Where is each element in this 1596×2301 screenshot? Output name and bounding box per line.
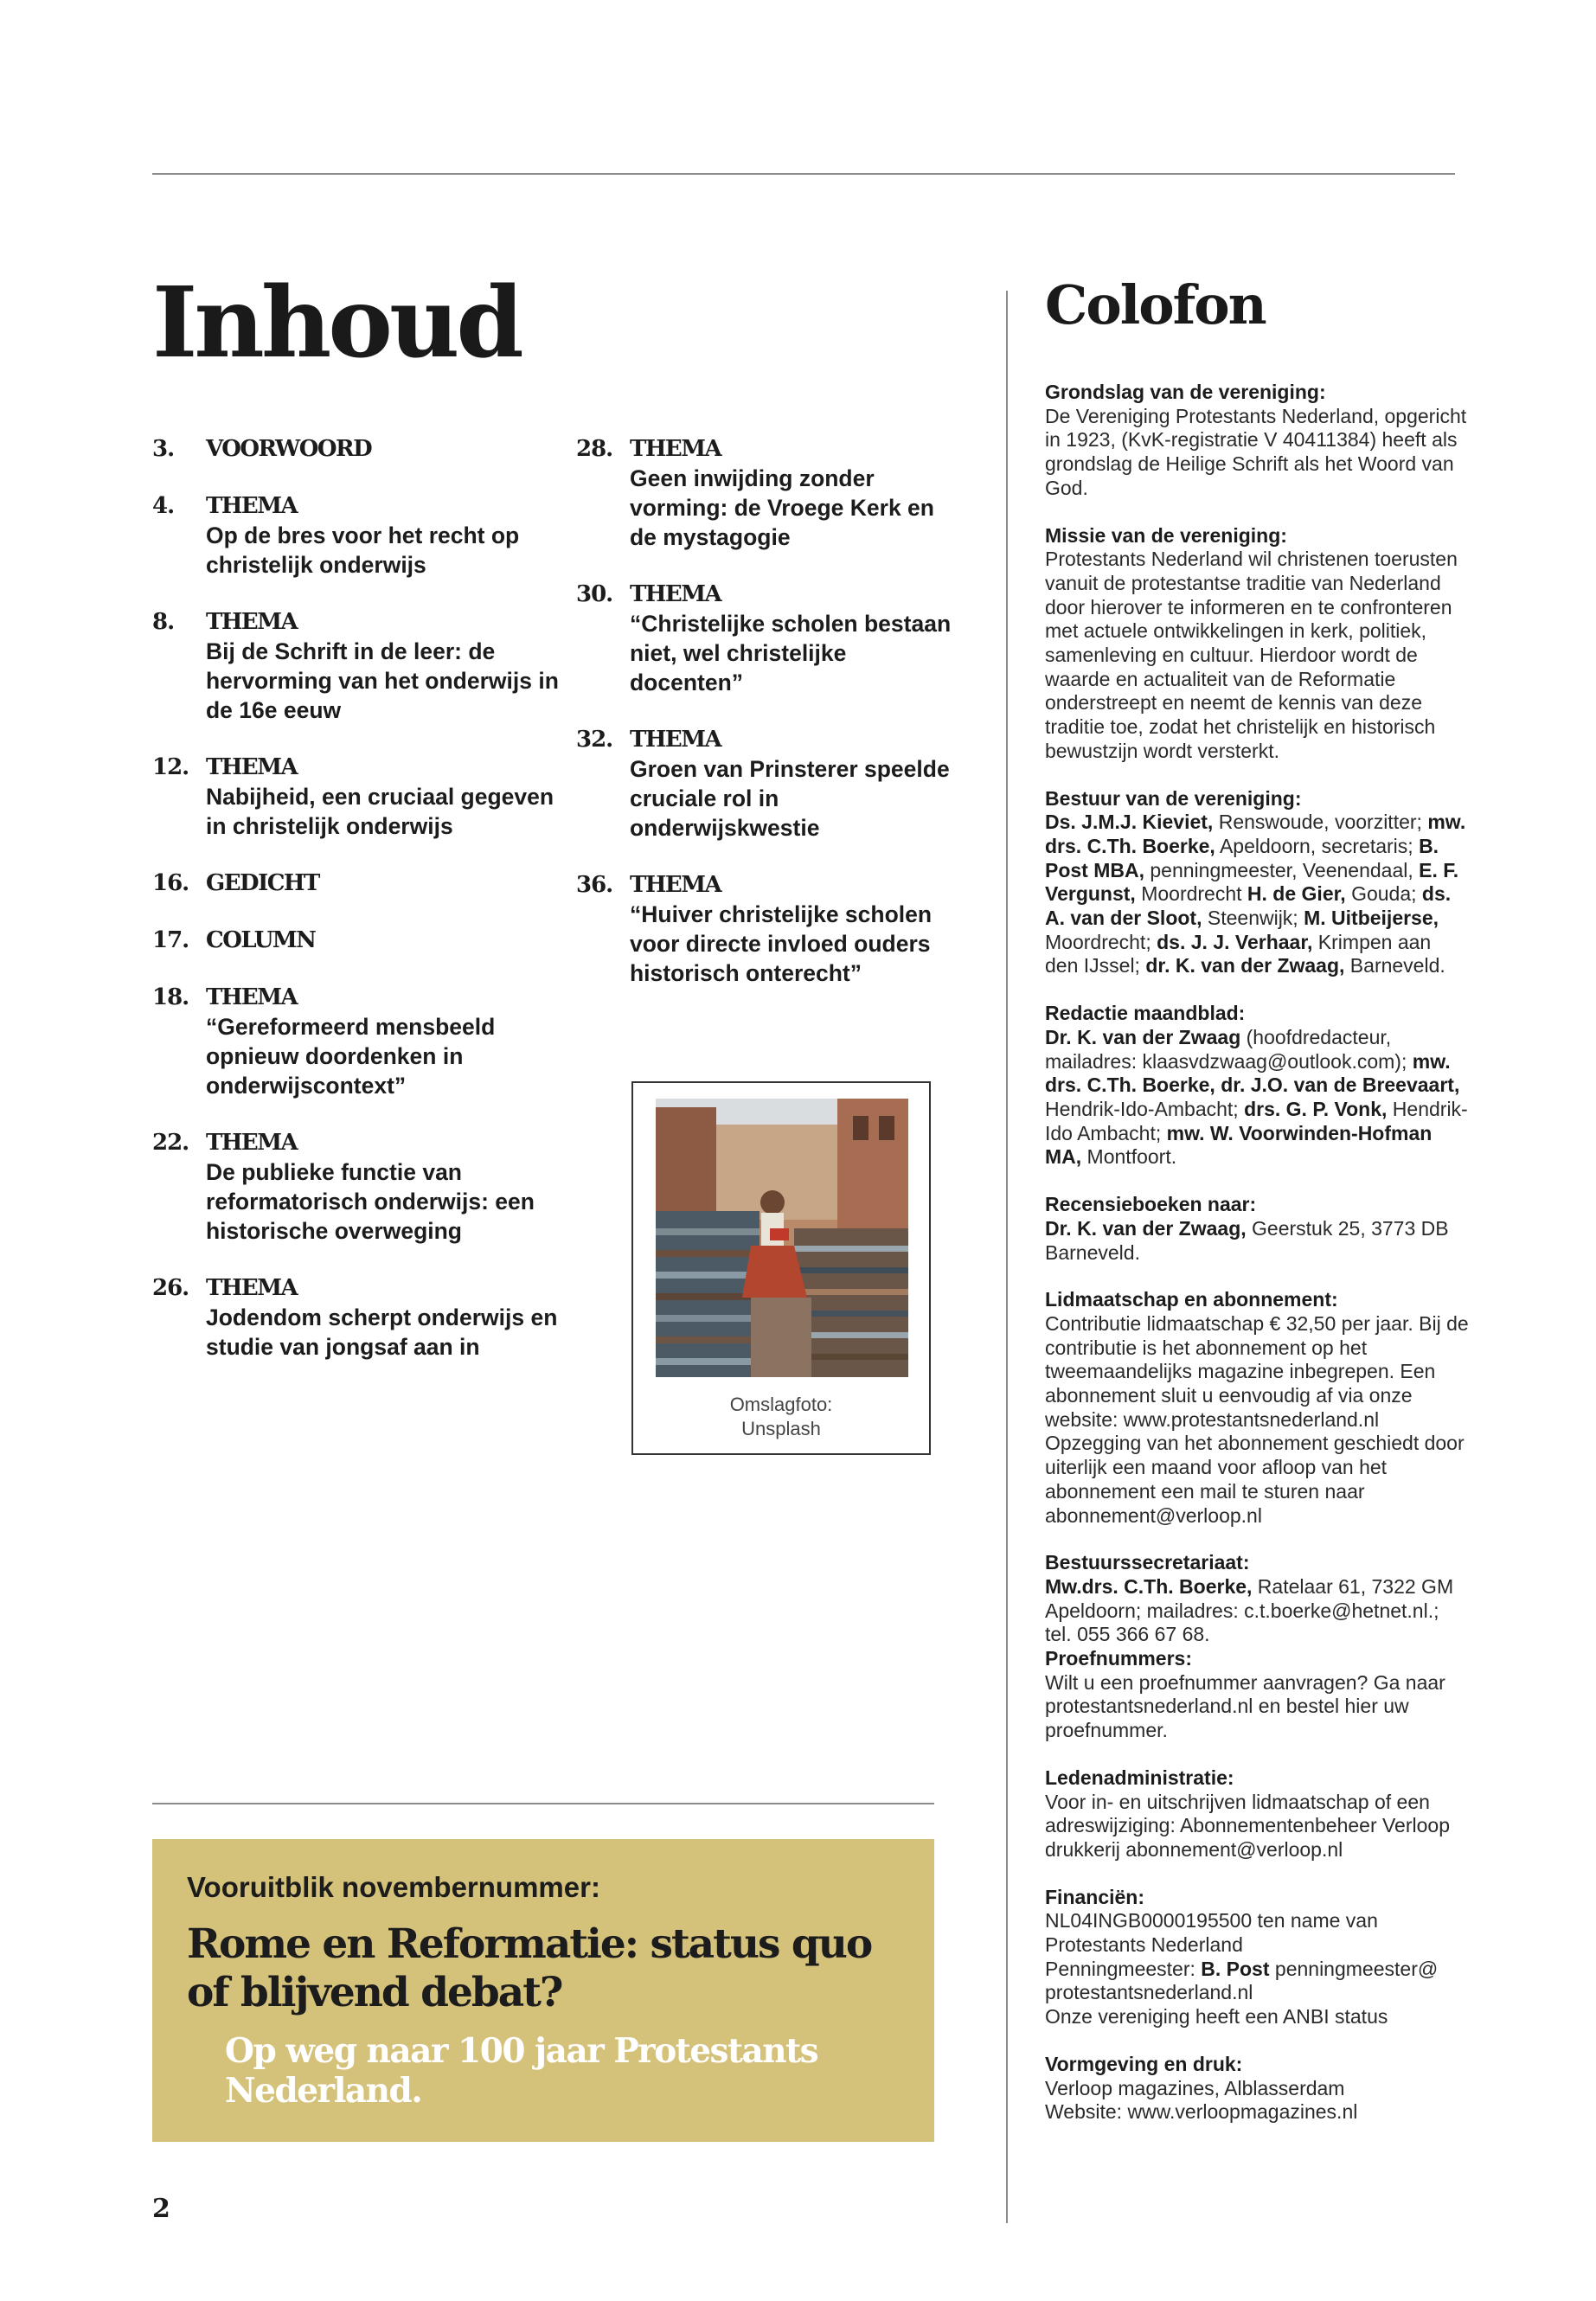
section-heading: Ledenadministratie:: [1045, 1766, 1234, 1789]
person-name: ds. J. J. Verhaar,: [1157, 930, 1313, 953]
toc-entry[interactable]: [152, 434, 567, 464]
section-text: Website: www.verloopmagazines.nl: [1045, 2100, 1358, 2124]
toc-title: “Christelijke scholen bestaan niet, wel christelijke docenten”: [630, 611, 952, 695]
toc-right-column: [576, 434, 965, 1016]
colofon-title: Colofon: [1045, 273, 1266, 336]
person-detail: Krimpen aan den IJssel;: [1045, 930, 1432, 977]
toc-category: THEMA: [206, 1275, 298, 1301]
address: Ratelaar 61, 7322 GM Apeldoorn; mailadres: c.t.boerke@hetnet.nl.; tel. 055 366 67 68.: [1045, 1574, 1454, 1646]
person-name: mw. drs. C.Th. Boerke, dr. J.O. van de Breevaart,: [1045, 1049, 1460, 1097]
section-text: [1045, 811, 1469, 978]
person-name: drs. G. P. Vonk,: [1244, 1097, 1388, 1120]
toc-page-number: 26.: [152, 1275, 189, 1301]
section-heading: Vormgeving en druk:: [1045, 2052, 1243, 2075]
person-detail: Hendrik-Ido Ambacht;: [1045, 1097, 1468, 1144]
section-text: [1045, 1217, 1469, 1265]
section-heading: Bestuurssecretariaat:: [1045, 1551, 1250, 1574]
person-detail: Moordrecht;: [1045, 930, 1157, 953]
preview-headline: Rome en Reformatie: status quo of blijvend debat?: [187, 1920, 872, 2016]
colofon-bestuur: [1045, 787, 1469, 979]
toc-title: Op de bres voor het recht op christelijk onderwijs: [206, 522, 520, 578]
person-name: M. Uitbeijerse,: [1304, 907, 1439, 930]
toc-entry[interactable]: [152, 607, 567, 725]
person-name: mw. drs. C.Th. Boerke,: [1045, 811, 1466, 857]
preview-subtitle: Op weg naar 100 jaar Protestants Nederland.: [225, 2031, 818, 2111]
section-text: NL04INGB0000195500 ten name van Protestants Nederland: [1045, 1909, 1378, 1957]
section-heading: Financiën:: [1045, 1885, 1145, 1908]
toc-title: Groen van Prinsterer speelde cruciale rol in onderwijskwestie: [630, 756, 950, 841]
section-text: [1045, 1958, 1469, 2005]
caption-line: Unsplash: [741, 1418, 821, 1439]
toc-entry[interactable]: [152, 868, 567, 898]
section-text: Verloop magazines, Alblasserdam: [1045, 2076, 1345, 2099]
section-heading: Missie van de vereniging:: [1045, 523, 1287, 547]
person-name: E. F. Vergunst,: [1045, 858, 1459, 906]
page-number: 2: [152, 2194, 170, 2224]
colofon-ledenadministratie: [1045, 1766, 1469, 1862]
cover-photo-frame: [631, 1081, 931, 1455]
toc-left-column: [152, 434, 567, 1389]
preview-divider: [152, 1803, 934, 1804]
toc-entry[interactable]: [576, 725, 965, 843]
section-heading: Redactie maandblad:: [1045, 1002, 1246, 1025]
person-name: H. de Gier,: [1247, 882, 1346, 906]
toc-title: Geen inwijding zonder vorming: de Vroege Kerk en de mystagogie: [630, 465, 934, 550]
caption-line: Omslagfoto:: [729, 1394, 833, 1415]
toc-entry[interactable]: [152, 491, 567, 580]
toc-category: THEMA: [630, 436, 721, 462]
person-detail: Steenwijk;: [1202, 907, 1304, 930]
toc-title: Jodendom scherpt onderwijs en studie van jongsaf aan in: [206, 1304, 558, 1360]
toc-category: THEMA: [206, 754, 298, 780]
toc-entry[interactable]: [152, 1273, 567, 1362]
toc-entry[interactable]: [152, 753, 567, 841]
section-text: Voor in- en uitschrijven lidmaatschap of een adreswijziging: Abonnementenbeheer Verloop drukkerij abonnement@verloop.nl: [1045, 1790, 1450, 1861]
section-text: [1045, 1026, 1469, 1170]
person-detail: Montfoort.: [1081, 1145, 1177, 1169]
toc-page-number: 16.: [152, 870, 189, 896]
toc-category: VOORWOORD: [206, 436, 372, 462]
toc-page-number: 17.: [152, 927, 189, 953]
colofon-vormgeving: [1045, 2053, 1469, 2125]
person-name: ds. A. van der Sloot,: [1045, 882, 1452, 930]
toc-category: THEMA: [630, 872, 721, 898]
person-detail: Barneveld.: [1344, 954, 1445, 977]
colofon-secretariaat: [1045, 1551, 1469, 1647]
section-heading: Recensieboeken naar:: [1045, 1193, 1257, 1216]
person-name: dr. K. van der Zwaag,: [1145, 954, 1345, 977]
toc-page-number: 3.: [152, 436, 175, 462]
person-name: B. Post: [1201, 1957, 1270, 1980]
person-name: Ds. J.M.J. Kieviet,: [1045, 811, 1214, 834]
person-detail: Gouda;: [1345, 882, 1422, 906]
toc-category: THEMA: [206, 493, 298, 519]
preview-box: [152, 1839, 934, 2142]
person-name: Dr. K. van der Zwaag: [1045, 1025, 1241, 1048]
toc-page-number: 18.: [152, 984, 189, 1010]
toc-entry[interactable]: [576, 434, 965, 552]
toc-page-number: 22.: [152, 1130, 189, 1156]
person-name: Mw.drs. C.Th. Boerke,: [1045, 1574, 1253, 1598]
toc-page-number: 36.: [576, 872, 613, 898]
toc-category: THEMA: [206, 984, 298, 1010]
toc-entry[interactable]: [152, 1128, 567, 1246]
toc-entry[interactable]: [152, 926, 567, 955]
toc-entry[interactable]: [152, 983, 567, 1100]
email: penningmeester@ protestantsnederland.nl: [1045, 1957, 1439, 2004]
section-text: Contributie lidmaatschap € 32,50 per jaar. Bij de contributie is het abonnement op het tweemaandelijks magazine inbegrepen. Een abonnement sluit u eenvoudig af via onze website: www.protestantsnederland.nl Opzegging van het abonnement geschiedt door uiterlijk een maand voor afloop van het abonnement een mail te sturen naar abonnement@verloop.nl: [1045, 1311, 1469, 1527]
person-detail: Renswoude, voorzitter;: [1213, 811, 1428, 834]
toc-category: THEMA: [206, 1130, 298, 1156]
section-heading: Lidmaatschap en abonnement:: [1045, 1288, 1338, 1311]
toc-page-number: 32.: [576, 727, 613, 753]
toc-category: THEMA: [206, 609, 298, 635]
preview-label: Vooruitblik novembernummer:: [187, 1871, 600, 1903]
toc-entry[interactable]: [576, 580, 965, 697]
toc-entry[interactable]: [576, 870, 965, 988]
toc-title: Nabijheid, een cruciaal gegeven in christelijk onderwijs: [206, 784, 554, 839]
section-heading: Bestuur van de vereniging:: [1045, 786, 1302, 810]
column-divider: [1006, 291, 1008, 2223]
person-name: B. Post MBA,: [1045, 834, 1439, 881]
section-heading: Grondslag van de vereniging:: [1045, 381, 1326, 403]
top-divider: [152, 173, 1455, 175]
cover-photo: [656, 1099, 908, 1377]
toc-page-number: 28.: [576, 436, 613, 462]
toc-title: De publieke functie van reformatorisch onderwijs: een historische overweging: [206, 1159, 535, 1244]
inhoud-title: Inhoud: [152, 266, 521, 380]
toc-title: “Huiver christelijke scholen voor directe invloed ouders historisch onterecht”: [630, 901, 933, 986]
toc-category: GEDICHT: [206, 870, 319, 896]
section-text: Protestants Nederland wil christenen toerusten vanuit de protestantse traditie van Nederland door hierover te informeren en te confronteren met actuele ontwikkelingen in kerk, politiek, samenleving en cultuur. Hierdoor wordt de waarde en actualiteit van de Reformatie onderstreept en neemt de kennis van deze traditie toe, zodat het christelijk en historisch bewustzijn wordt versterkt.: [1045, 548, 1458, 762]
person-name: mw. W. Voorwinden-Hofman MA,: [1045, 1121, 1433, 1169]
toc-title: “Gereformeerd mensbeeld opnieuw doordenken in onderwijscontext”: [206, 1014, 496, 1099]
section-text: [1045, 1575, 1469, 1647]
colofon-proefnummers: [1045, 1647, 1469, 1743]
colofon-financien: [1045, 1886, 1469, 2029]
section-text: De Vereniging Protestants Nederland, opgericht in 1923, (KvK-registratie V 40411384) heeft als grondslag de Heilige Schrift als het Woord van God.: [1045, 404, 1467, 499]
person-detail: Moordrecht: [1135, 882, 1247, 906]
cover-photo-caption: [633, 1393, 929, 1441]
toc-page-number: 12.: [152, 754, 189, 780]
colofon-body: [1045, 381, 1469, 2148]
section-text: Onze vereniging heeft een ANBI status: [1045, 2005, 1388, 2029]
person-detail: (hoofdredacteur, mailadres: klaasvdzwaag@outlook.com);: [1045, 1025, 1413, 1073]
toc-page-number: 4.: [152, 493, 175, 519]
colofon-recensie: [1045, 1193, 1469, 1265]
colofon-grondslag: [1045, 381, 1469, 501]
colofon-missie: [1045, 524, 1469, 764]
toc-page-number: 8.: [152, 609, 175, 635]
person-name: Dr. K. van der Zwaag,: [1045, 1216, 1247, 1240]
section-text: Wilt u een proefnummer aanvragen? Ga naar protestantsnederland.nl en bestel hier uw proefnummer.: [1045, 1670, 1445, 1742]
colofon-lidmaatschap: [1045, 1288, 1469, 1528]
person-detail: Apeldoorn, secretaris;: [1215, 834, 1420, 857]
toc-category: COLUMN: [206, 927, 316, 953]
toc-category: THEMA: [630, 727, 721, 753]
person-detail: penningmeester, Veenendaal,: [1144, 858, 1420, 881]
section-heading: Proefnummers:: [1045, 1647, 1192, 1670]
colofon-redactie: [1045, 1002, 1469, 1170]
toc-category: THEMA: [630, 581, 721, 607]
toc-title: Bij de Schrift in de leer: de hervorming van het onderwijs in de 16e eeuw: [206, 638, 559, 723]
label: Penningmeester:: [1045, 1957, 1202, 1980]
toc-page-number: 30.: [576, 581, 613, 607]
person-detail: Hendrik-Ido-Ambacht;: [1045, 1097, 1245, 1120]
address: Geerstuk 25, 3773 DB Barneveld.: [1045, 1216, 1449, 1264]
